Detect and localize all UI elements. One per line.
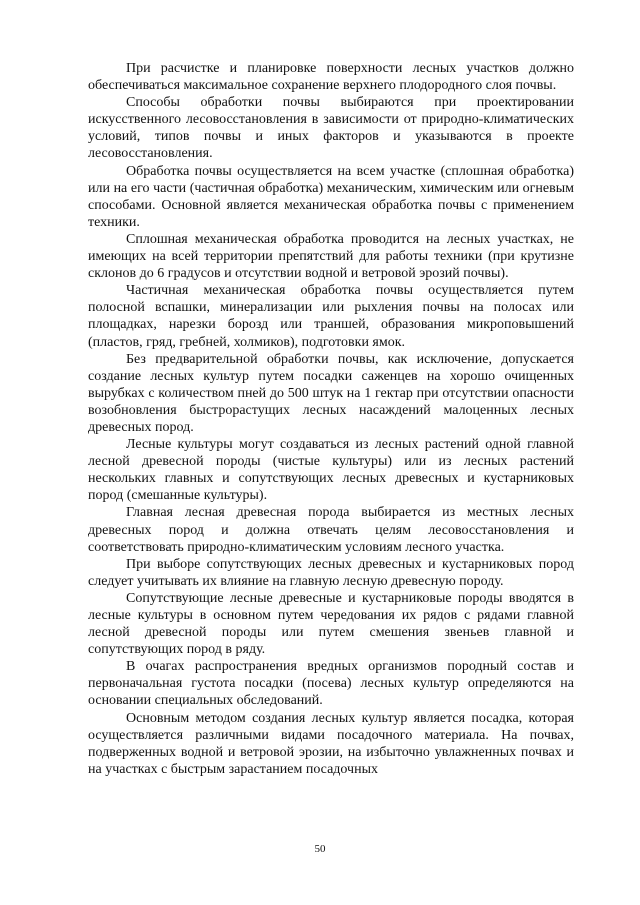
paragraph: Сплошная механическая обработка проводится на лесных участках, не имеющих на всей территории препятствий для работы техники (при крутизне склонов до 6 градусов и отсутствии водной и ветровой эрозий почвы). [88, 231, 574, 282]
paragraph: Главная лесная древесная порода выбирается из местных лесных древесных пород и должна отвечать целям лесовосстановления и соответствовать природно-климатическим условиям лесного участка. [88, 505, 574, 555]
paragraph: Сопутствующие лесные древесные и кустарниковые породы вводятся в лесные культуры в основном путем чередования их рядов с рядами главной лесной древесной породы или путем смешения звеньев главной и сопутствующих пород в ряду. [88, 590, 574, 658]
paragraph: Обработка почвы осуществляется на всем участке (сплошная обработка) или на его части (частичная обработка) механическим, химическим или огневым способами. Основной является механическая обработка почвы с применением техники. [88, 163, 574, 230]
paragraph: При расчистке и планировке поверхности лесных участков должно обеспечиваться максимальное сохранение верхнего плодородного слоя почвы. [88, 61, 574, 94]
paragraph: Способы обработки почвы выбираются при проектировании искусственного лесовосстановления в зависимости от природно-климатических условий, типов почвы и иных факторов и указываются в проекте лесовосстановления. [88, 95, 574, 162]
paragraph: Без предварительной обработки почвы, как исключение, допускается создание лесных культур путем посадки саженцев на хорошо очищенных вырубках с количеством пней до 500 штук на 1 гектар при отсутствии опасности возобновления быстрорастущих лесных насаждений малоценных лесных древесных пород. [88, 351, 574, 435]
paragraph: Лесные культуры могут создаваться из лесных растений одной главной лесной древесной породы (чистые культуры) или из лесных растений нескольких главных и сопутствующих лесных древесных и кустарниковых пород (смешанные культуры). [88, 437, 574, 504]
paragraph: Основным методом создания лесных культур является посадка, которая осуществляется различными видами посадочного материала. На почвах, подверженных водной и ветровой эрозии, на избыточно увлажненных почвах и на участках с быстрым зарастанием посадочных [88, 710, 574, 777]
paragraph: В очагах распространения вредных организмов породный состав и первоначальная густота посадки (посева) лесных культур определяются на основании специальных обследований. [88, 659, 574, 709]
page-number: 50 [314, 843, 326, 855]
body-text [88, 60, 574, 778]
paragraph: При выборе сопутствующих лесных древесных и кустарниковых пород следует учитывать их влияние на главную лесную древесную породу. [88, 556, 574, 589]
paragraph: Частичная механическая обработка почвы осуществляется путем полосной вспашки, минерализации или рыхления почвы на полосах или площадках, нарезки борозд или траншей, образования микроповышений (пластов, гряд, гребней, холмиков), подготовки ямок. [88, 283, 574, 350]
